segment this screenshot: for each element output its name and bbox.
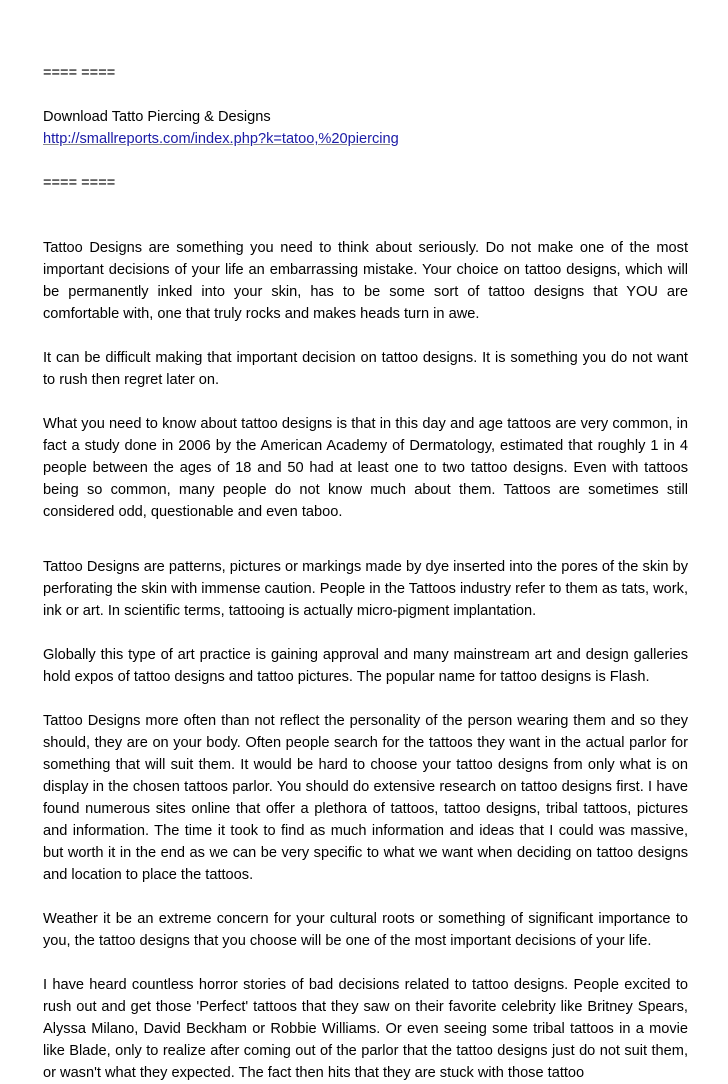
paragraph-1: Tattoo Designs are something you need to think about seriously. Do not make one of the most important decisions of your life an embarrassing mistake. Your choice on tattoo designs, which will be permanently inked into your skin, has to be some sort of tattoo designs that YOU are comfortable with, one that truly rocks and makes heads turn in awe. [43,240,688,322]
document-page [43,62,688,1084]
spacer [43,194,688,237]
paragraph-4: Tattoo Designs are patterns, pictures or markings made by dye inserted into the pores of the skin by perforating the skin with immense caution. People in the Tattoos industry refer to them as tats, work, ink or art. In scientific terms, tattooing is actually micro-pigment implantation. [43,559,688,619]
spacer [43,523,688,556]
separator-top: ==== ==== [43,65,116,81]
paragraph-3: What you need to know about tattoo designs is that in this day and age tattoos are very common, in fact a study done in 2006 by the American Academy of Dermatology, estimated that roughly 1 in 4 people between the ages of 18 and 50 had at least one to two tattoo designs. Even with tattoos being so common, many people do not know much about them. Tattoos are sometimes still considered odd, questionable and even taboo. [43,416,688,520]
paragraph-6: Tattoo Designs more often than not reflect the personality of the person wearing them and so they should, they are on your body. Often people search for the tattoos they want in the actual parlor for something that will suit them. It would be hard to choose your tattoo designs from only what is on display in the chosen tattoos parlor. You should do extensive research on tattoo designs first. I have found numerous sites online that offer a plethora of tattoos, tattoo designs, tribal tattoos, pictures and information. The time it took to find as much information and ideas that I could was massive, but worth it in the end as we can be very specific to what we want when deciding on tattoo designs and location to place the tattoos. [43,713,688,883]
spacer [43,622,688,644]
spacer [43,391,688,413]
separator-bottom: ==== ==== [43,175,116,191]
spacer [43,325,688,347]
paragraph-2: It can be difficult making that important decision on tattoo designs. It is something you do not want to rush then regret later on. [43,350,688,388]
spacer [43,952,688,974]
spacer [43,150,688,172]
spacer [43,886,688,908]
paragraph-8: I have heard countless horror stories of bad decisions related to tattoo designs. People excited to rush out and get those 'Perfect' tattoos that they saw on their favorite celebrity like Britney Spears, Alyssa Milano, David Beckham or Robbie Williams. Or even seeing some tribal tattoos in a movie like Blade, only to realize after coming out of the parlor that the tattoo designs just do not suit them, or wasn't what they expected. The fact then hits that they are stuck with those tattoo [43,977,688,1081]
spacer [43,84,688,106]
paragraph-7: Weather it be an extreme concern for your cultural roots or something of significant importance to you, the tattoo designs that you choose will be one of the most important decisions of your life. [43,911,688,949]
download-link[interactable]: http://smallreports.com/index.php?k=tatoo,%20piercing [43,131,399,147]
paragraph-5: Globally this type of art practice is gaining approval and many mainstream art and design galleries hold expos of tattoo designs and tattoo pictures. The popular name for tattoo designs is Flash. [43,647,688,685]
download-title: Download Tatto Piercing & Designs [43,109,271,125]
spacer [43,688,688,710]
